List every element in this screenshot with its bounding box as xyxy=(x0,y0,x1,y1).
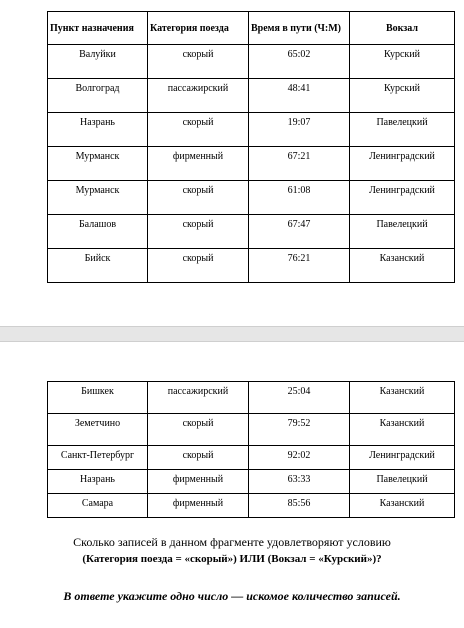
cell-station: Павелецкий xyxy=(350,113,455,147)
table-row xyxy=(48,446,455,470)
cell-travel-time: 76:21 xyxy=(249,249,350,283)
cell-station: Казанский xyxy=(350,382,455,414)
cell-destination: Волгоград xyxy=(48,79,148,113)
cell-category: фирменный xyxy=(148,147,249,181)
cell-category: скорый xyxy=(148,113,249,147)
cell-station: Ленинградский xyxy=(350,446,455,470)
cell-travel-time: 92:02 xyxy=(249,446,350,470)
cell-destination: Бийск xyxy=(48,249,148,283)
question-condition: (Категория поезда = «скорый») ИЛИ (Вокзал = «Курский»)? xyxy=(82,553,382,565)
cell-category: фирменный xyxy=(148,470,249,494)
cell-category: пассажирский xyxy=(148,79,249,113)
header-category: Категория поезда xyxy=(148,12,249,45)
question-text xyxy=(0,534,464,568)
cell-travel-time: 65:02 xyxy=(249,45,350,79)
cell-station: Курский xyxy=(350,79,455,113)
cell-travel-time: 85:56 xyxy=(249,494,350,518)
cell-travel-time: 67:21 xyxy=(249,147,350,181)
cell-category: скорый xyxy=(148,414,249,446)
table-row xyxy=(48,382,455,414)
cell-station: Ленинградский xyxy=(350,147,455,181)
table-row xyxy=(48,249,455,283)
cell-category: пассажирский xyxy=(148,382,249,414)
table-row xyxy=(48,79,455,113)
cell-station: Павелецкий xyxy=(350,215,455,249)
cell-station: Казанский xyxy=(350,494,455,518)
trains-table-part-1 xyxy=(47,11,455,283)
table-row xyxy=(48,181,455,215)
cell-destination: Земетчино xyxy=(48,414,148,446)
cell-destination: Балашов xyxy=(48,215,148,249)
cell-destination: Мурманск xyxy=(48,147,148,181)
cell-travel-time: 63:33 xyxy=(249,470,350,494)
table-row xyxy=(48,113,455,147)
cell-category: фирменный xyxy=(148,494,249,518)
cell-destination: Назрань xyxy=(48,470,148,494)
cell-destination: Бишкек xyxy=(48,382,148,414)
cell-station: Ленинградский xyxy=(350,181,455,215)
table-row xyxy=(48,147,455,181)
cell-travel-time: 48:41 xyxy=(249,79,350,113)
cell-destination: Валуйки xyxy=(48,45,148,79)
cell-category: скорый xyxy=(148,45,249,79)
cell-travel-time: 19:07 xyxy=(249,113,350,147)
page-break xyxy=(0,326,464,342)
table-row xyxy=(48,414,455,446)
trains-table-part-2 xyxy=(47,381,455,518)
cell-category: скорый xyxy=(148,215,249,249)
cell-destination: Самара xyxy=(48,494,148,518)
cell-travel-time: 25:04 xyxy=(249,382,350,414)
cell-destination: Назрань xyxy=(48,113,148,147)
question-line-1: Сколько записей в данном фрагменте удовлетворяют условию xyxy=(73,535,391,549)
cell-destination: Санкт-Петербург xyxy=(48,446,148,470)
table-body-part-2 xyxy=(48,382,455,518)
cell-category: скорый xyxy=(148,249,249,283)
cell-destination: Мурманск xyxy=(48,181,148,215)
table-row xyxy=(48,45,455,79)
table-row xyxy=(48,494,455,518)
cell-category: скорый xyxy=(148,446,249,470)
cell-station: Курский xyxy=(350,45,455,79)
cell-station: Казанский xyxy=(350,414,455,446)
cell-travel-time: 61:08 xyxy=(249,181,350,215)
header-travel-time: Время в пути (Ч:М) xyxy=(249,12,350,45)
table-header-row xyxy=(48,12,455,45)
cell-travel-time: 79:52 xyxy=(249,414,350,446)
header-station: Вокзал xyxy=(350,12,455,45)
cell-travel-time: 67:47 xyxy=(249,215,350,249)
table-body-part-1 xyxy=(48,45,455,283)
cell-station: Павелецкий xyxy=(350,470,455,494)
header-destination: Пункт назначения xyxy=(48,12,148,45)
answer-instruction: В ответе укажите одно число — искомое количество записей. xyxy=(63,589,401,603)
cell-station: Казанский xyxy=(350,249,455,283)
table-row xyxy=(48,470,455,494)
cell-category: скорый xyxy=(148,181,249,215)
table-row xyxy=(48,215,455,249)
